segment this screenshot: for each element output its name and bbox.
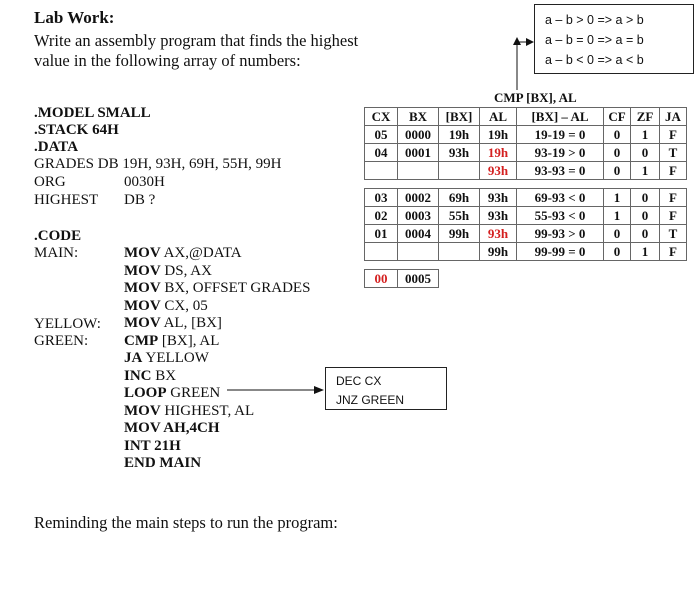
cell-bx: 0003 — [398, 207, 439, 225]
cell-cx — [365, 162, 398, 180]
instr-11: INT 21H — [124, 437, 181, 454]
cell-bxv: 99h — [439, 225, 480, 243]
cell-zf: 0 — [631, 225, 660, 243]
instr-4: MOV AL, [BX] — [124, 315, 222, 331]
cell-bx: 0002 — [398, 189, 439, 207]
cell-al: 19h — [480, 126, 517, 144]
cell-ja — [660, 180, 687, 189]
th-ja: JA — [660, 108, 687, 126]
cell-zf: 0 — [631, 207, 660, 225]
table-row — [365, 189, 687, 207]
cell-diff: 55-93 < 0 — [517, 207, 604, 225]
code-model: .MODEL SMALL — [34, 105, 151, 121]
cell-cf: 0 — [604, 243, 631, 261]
cell-al: 93h — [480, 225, 517, 243]
code-stack: .STACK 64H — [34, 122, 119, 138]
lab-title: Lab Work: — [34, 8, 115, 27]
th-diff: [BX] – AL — [517, 108, 604, 126]
right-arrow-icon — [526, 38, 534, 46]
cell-ja: F — [660, 162, 687, 180]
trace-header-row — [365, 108, 687, 126]
cell-bxv — [439, 162, 480, 180]
label-yellow: YELLOW: — [34, 316, 101, 332]
cell-al — [480, 261, 517, 270]
cell-zf — [631, 261, 660, 270]
intro-line-2: value in the following array of numbers: — [34, 51, 301, 70]
cell-bx: 0004 — [398, 225, 439, 243]
cell-diff — [517, 261, 604, 270]
cell-bxv: 55h — [439, 207, 480, 225]
trace-table — [364, 107, 687, 288]
cell-al: 93h — [480, 207, 517, 225]
cell-zf: 0 — [631, 189, 660, 207]
instr-5: CMP [BX], AL — [124, 332, 220, 349]
th-cf: CF — [604, 108, 631, 126]
instr-1: MOV DS, AX — [124, 262, 212, 279]
code-org-kw: ORG — [34, 174, 66, 190]
cell-bx — [398, 261, 439, 270]
cell-cx: 01 — [365, 225, 398, 243]
cell-cx: 00 — [365, 270, 398, 288]
cell-al: 93h — [480, 189, 517, 207]
cell-ja — [660, 261, 687, 270]
cell-ja: F — [660, 207, 687, 225]
code-data: .DATA — [34, 139, 79, 155]
cell-bxv — [439, 180, 480, 189]
cell-cf — [604, 180, 631, 189]
table-row — [365, 270, 687, 288]
cell-ja: T — [660, 144, 687, 162]
cell-al: 19h — [480, 144, 517, 162]
cell-bx — [398, 180, 439, 189]
th-zf: ZF — [631, 108, 660, 126]
cell-zf: 0 — [631, 144, 660, 162]
cell-diff: 19-19 = 0 — [517, 126, 604, 144]
instr-0: MOV AX,@DATA — [124, 245, 242, 261]
rule-equal: a – b = 0 => a = b — [545, 33, 644, 47]
intro-line-1: Write an assembly program that finds the highest — [34, 31, 359, 50]
cell-bxv: 19h — [439, 126, 480, 144]
cell-cf — [604, 261, 631, 270]
loop-arrow-icon — [314, 386, 324, 394]
cell-zf: 1 — [631, 243, 660, 261]
code-highest-kw: HIGHEST — [34, 192, 99, 208]
loop-jnz-green: JNZ GREEN — [336, 393, 405, 407]
cell-al: 93h — [480, 162, 517, 180]
cell-bxv: 69h — [439, 189, 480, 207]
cell-ja: F — [660, 126, 687, 144]
cell-bx: 0001 — [398, 144, 439, 162]
instruction-list — [124, 245, 310, 473]
cell-cf: 0 — [604, 162, 631, 180]
cell-bx: 0005 — [398, 270, 439, 288]
cell-zf — [631, 180, 660, 189]
cell-cx: 05 — [365, 126, 398, 144]
cell-bx — [398, 243, 439, 261]
cmp-label: CMP [BX], AL — [494, 90, 577, 105]
instr-10: MOV AH,4CH — [124, 420, 220, 436]
cell-cf: 1 — [604, 207, 631, 225]
instr-6: JA YELLOW — [124, 350, 209, 366]
cell-diff: 99-99 = 0 — [517, 243, 604, 261]
table-row — [365, 243, 687, 261]
cell-ja: F — [660, 189, 687, 207]
cell-diff: 93-93 = 0 — [517, 162, 604, 180]
loop-dec-cx: DEC CX — [336, 374, 382, 388]
instr-9: MOV HIGHEST, AL — [124, 402, 255, 419]
th-cx: CX — [365, 108, 398, 126]
cell-zf: 1 — [631, 162, 660, 180]
cell-al: 99h — [480, 243, 517, 261]
cell-zf: 1 — [631, 126, 660, 144]
th-al: AL — [480, 108, 517, 126]
label-green: GREEN: — [34, 333, 89, 349]
cell-cx: 03 — [365, 189, 398, 207]
cell-ja: T — [660, 225, 687, 243]
table-row — [365, 126, 687, 144]
code-highest-val: DB ? — [124, 192, 156, 208]
cell-diff: 99-93 > 0 — [517, 225, 604, 243]
cell-al — [480, 180, 517, 189]
cell-cx — [365, 261, 398, 270]
cell-bxv — [439, 261, 480, 270]
code-code-seg: .CODE — [34, 228, 82, 244]
instr-3: MOV CX, 05 — [124, 297, 208, 314]
up-arrow-icon — [513, 37, 521, 45]
rule-less: a – b < 0 => a < b — [545, 53, 644, 67]
instr-8: LOOP GREEN — [124, 385, 221, 401]
table-row — [365, 180, 687, 189]
cell-cf: 0 — [604, 126, 631, 144]
cell-cx: 02 — [365, 207, 398, 225]
label-main: MAIN: — [34, 245, 79, 261]
cell-cx — [365, 180, 398, 189]
code-org-val: 0030H — [124, 174, 165, 190]
cell-diff — [517, 180, 604, 189]
instr-12: END MAIN — [124, 455, 202, 471]
cell-diff: 69-93 < 0 — [517, 189, 604, 207]
cell-cx: 04 — [365, 144, 398, 162]
cell-bx — [398, 162, 439, 180]
cell-cx — [365, 243, 398, 261]
footer-text: Reminding the main steps to run the program: — [34, 513, 338, 532]
table-row — [365, 225, 687, 243]
table-row — [365, 162, 687, 180]
table-row — [365, 261, 687, 270]
rule-greater: a – b > 0 => a > b — [545, 13, 644, 27]
instr-2: MOV BX, OFFSET GRADES — [124, 280, 311, 296]
cell-cf: 0 — [604, 225, 631, 243]
cell-bxv: 93h — [439, 144, 480, 162]
table-row — [365, 144, 687, 162]
loop-explanation-box — [325, 367, 447, 410]
code-grades: GRADES DB 19H, 93H, 69H, 55H, 99H — [34, 156, 282, 172]
table-row — [365, 207, 687, 225]
th-bx-value: [BX] — [439, 108, 480, 126]
cell-diff: 93-19 > 0 — [517, 144, 604, 162]
cell-bx: 0000 — [398, 126, 439, 144]
cell-cf: 1 — [604, 189, 631, 207]
th-bx: BX — [398, 108, 439, 126]
cell-cf: 0 — [604, 144, 631, 162]
cell-ja: F — [660, 243, 687, 261]
cell-bxv — [439, 243, 480, 261]
instr-7: INC BX — [124, 367, 177, 384]
